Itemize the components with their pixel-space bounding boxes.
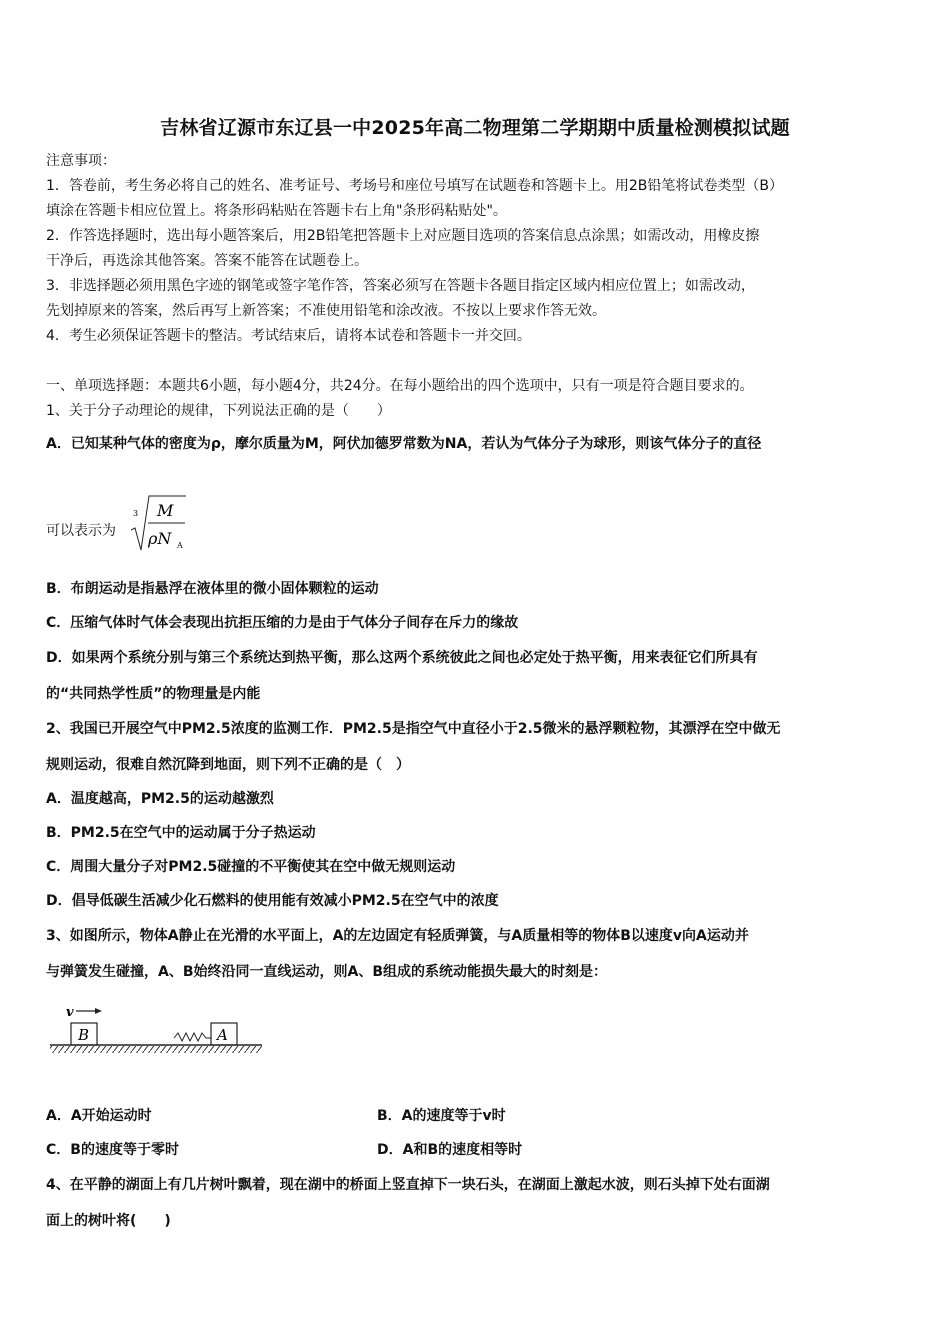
spring-block-diagram [48, 1003, 268, 1063]
q1-option-c: C．压缩气体时气体会表现出抗拒压缩的力是由于气体分子间存在斥力的缘故 [46, 615, 519, 631]
question-3-stem: 3、如图所示，物体A静止在光滑的水平面上，A的左边固定有轻质弹簧，与A质量相等的物体B以速度v向A运动并 [46, 928, 749, 944]
q3-option-b: B．A的速度等于v时 [377, 1108, 506, 1124]
notice-line: 4．考生必须保证答题卡的整洁。考试结束后，请将本试卷和答题卡一并交回。 [46, 328, 531, 344]
q3-option-c: C．B的速度等于零时 [46, 1142, 179, 1158]
q1-option-a-cont: 可以表示为 [46, 523, 116, 539]
question-3-stem-cont: 与弹簧发生碰撞，A、B始终沿同一直线运动，则A、B组成的系统动能损失最大的时刻是： [46, 964, 608, 980]
question-2-stem: 2、我国已开展空气中PM2.5浓度的监测工作．PM2.5是指空气中直径小于2.5微米的悬浮颗粒物，其漂浮在空中做无 [46, 721, 781, 737]
notice-line: 3．非选择题必须用黑色字迹的钢笔或签字笔作答，答案必须写在答题卡各题目指定区域内相应位置上；如需改动， [46, 278, 755, 294]
page-title: 吉林省辽源市东辽县一中2025年高二物理第二学期期中质量检测模拟试题 [160, 117, 790, 139]
velocity-label: v [66, 1005, 74, 1020]
q3-option-a: A．A开始运动时 [46, 1108, 152, 1124]
cube-root-formula [131, 494, 201, 556]
section-heading: 一、单项选择题：本题共6小题，每小题4分，共24分。在每小题给出的四个选项中，只有一项是符合题目要求的。 [46, 378, 754, 394]
formula-subscript: A [177, 541, 183, 550]
spring [174, 1033, 211, 1041]
q2-option-a: A．温度越高，PM2.5的运动越激烈 [46, 791, 274, 807]
question-4-stem: 4、在平静的湖面上有几片树叶飘着，现在湖中的桥面上竖直掉下一块石头，在湖面上激起水波，则石头掉下处右面湖 [46, 1177, 770, 1193]
formula-denominator: ρN [148, 529, 172, 548]
question-1-stem: 1、关于分子动理论的规律，下列说法正确的是（ ） [46, 403, 391, 419]
block-a-label: A [217, 1026, 228, 1044]
q2-option-c: C．周围大量分子对PM2.5碰撞的不平衡使其在空中做无规则运动 [46, 859, 456, 875]
formula-numerator: M [157, 501, 174, 520]
q2-option-b: B．PM2.5在空气中的运动属于分子热运动 [46, 825, 316, 841]
notice-line: 干净后，再选涂其他答案。答案不能答在试题卷上。 [46, 253, 368, 269]
question-2-stem-cont: 规则运动，很难自然沉降到地面，则下列不正确的是（ ） [46, 757, 410, 773]
q1-option-b: B．布朗运动是指悬浮在液体里的微小固体颗粒的运动 [46, 581, 379, 597]
q2-option-d: D．倡导低碳生活减少化石燃料的使用能有效减小PM2.5在空气中的浓度 [46, 893, 499, 909]
notice-line: 2．作答选择题时，选出每小题答案后，用2B铅笔把答题卡上对应题目选项的答案信息点涂黑；如需改动，用橡皮擦 [46, 228, 760, 244]
q1-option-d: D．如果两个系统分别与第三个系统达到热平衡，那么这两个系统彼此之间也必定处于热平衡，用来表征它们所具有 [46, 650, 758, 666]
notice-heading: 注意事项： [46, 153, 116, 169]
q1-option-d-cont: 的“共同热学性质”的物理量是内能 [46, 686, 261, 702]
question-4-stem-cont: 面上的树叶将( ) [46, 1213, 171, 1229]
notice-line: 填涂在答题卡相应位置上。将条形码粘贴在答题卡右上角"条形码粘贴处"。 [46, 203, 507, 219]
ground-hatch [50, 1046, 262, 1053]
root-index: 3 [133, 509, 139, 518]
q3-option-d: D．A和B的速度相等时 [377, 1142, 523, 1158]
q1-option-a: A．已知某种气体的密度为ρ，摩尔质量为M，阿伏加德罗常数为NA，若认为气体分子为球形，则该气体分子的直径 [46, 436, 762, 452]
block-b-label: B [78, 1026, 90, 1044]
notice-line: 先划掉原来的答案，然后再写上新答案；不准使用铅笔和涂改液。不按以上要求作答无效。 [46, 303, 606, 319]
notice-line: 1．答卷前，考生务必将自己的姓名、准考证号、考场号和座位号填写在试题卷和答题卡上。用2B铅笔将试卷类型（B） [46, 178, 784, 194]
